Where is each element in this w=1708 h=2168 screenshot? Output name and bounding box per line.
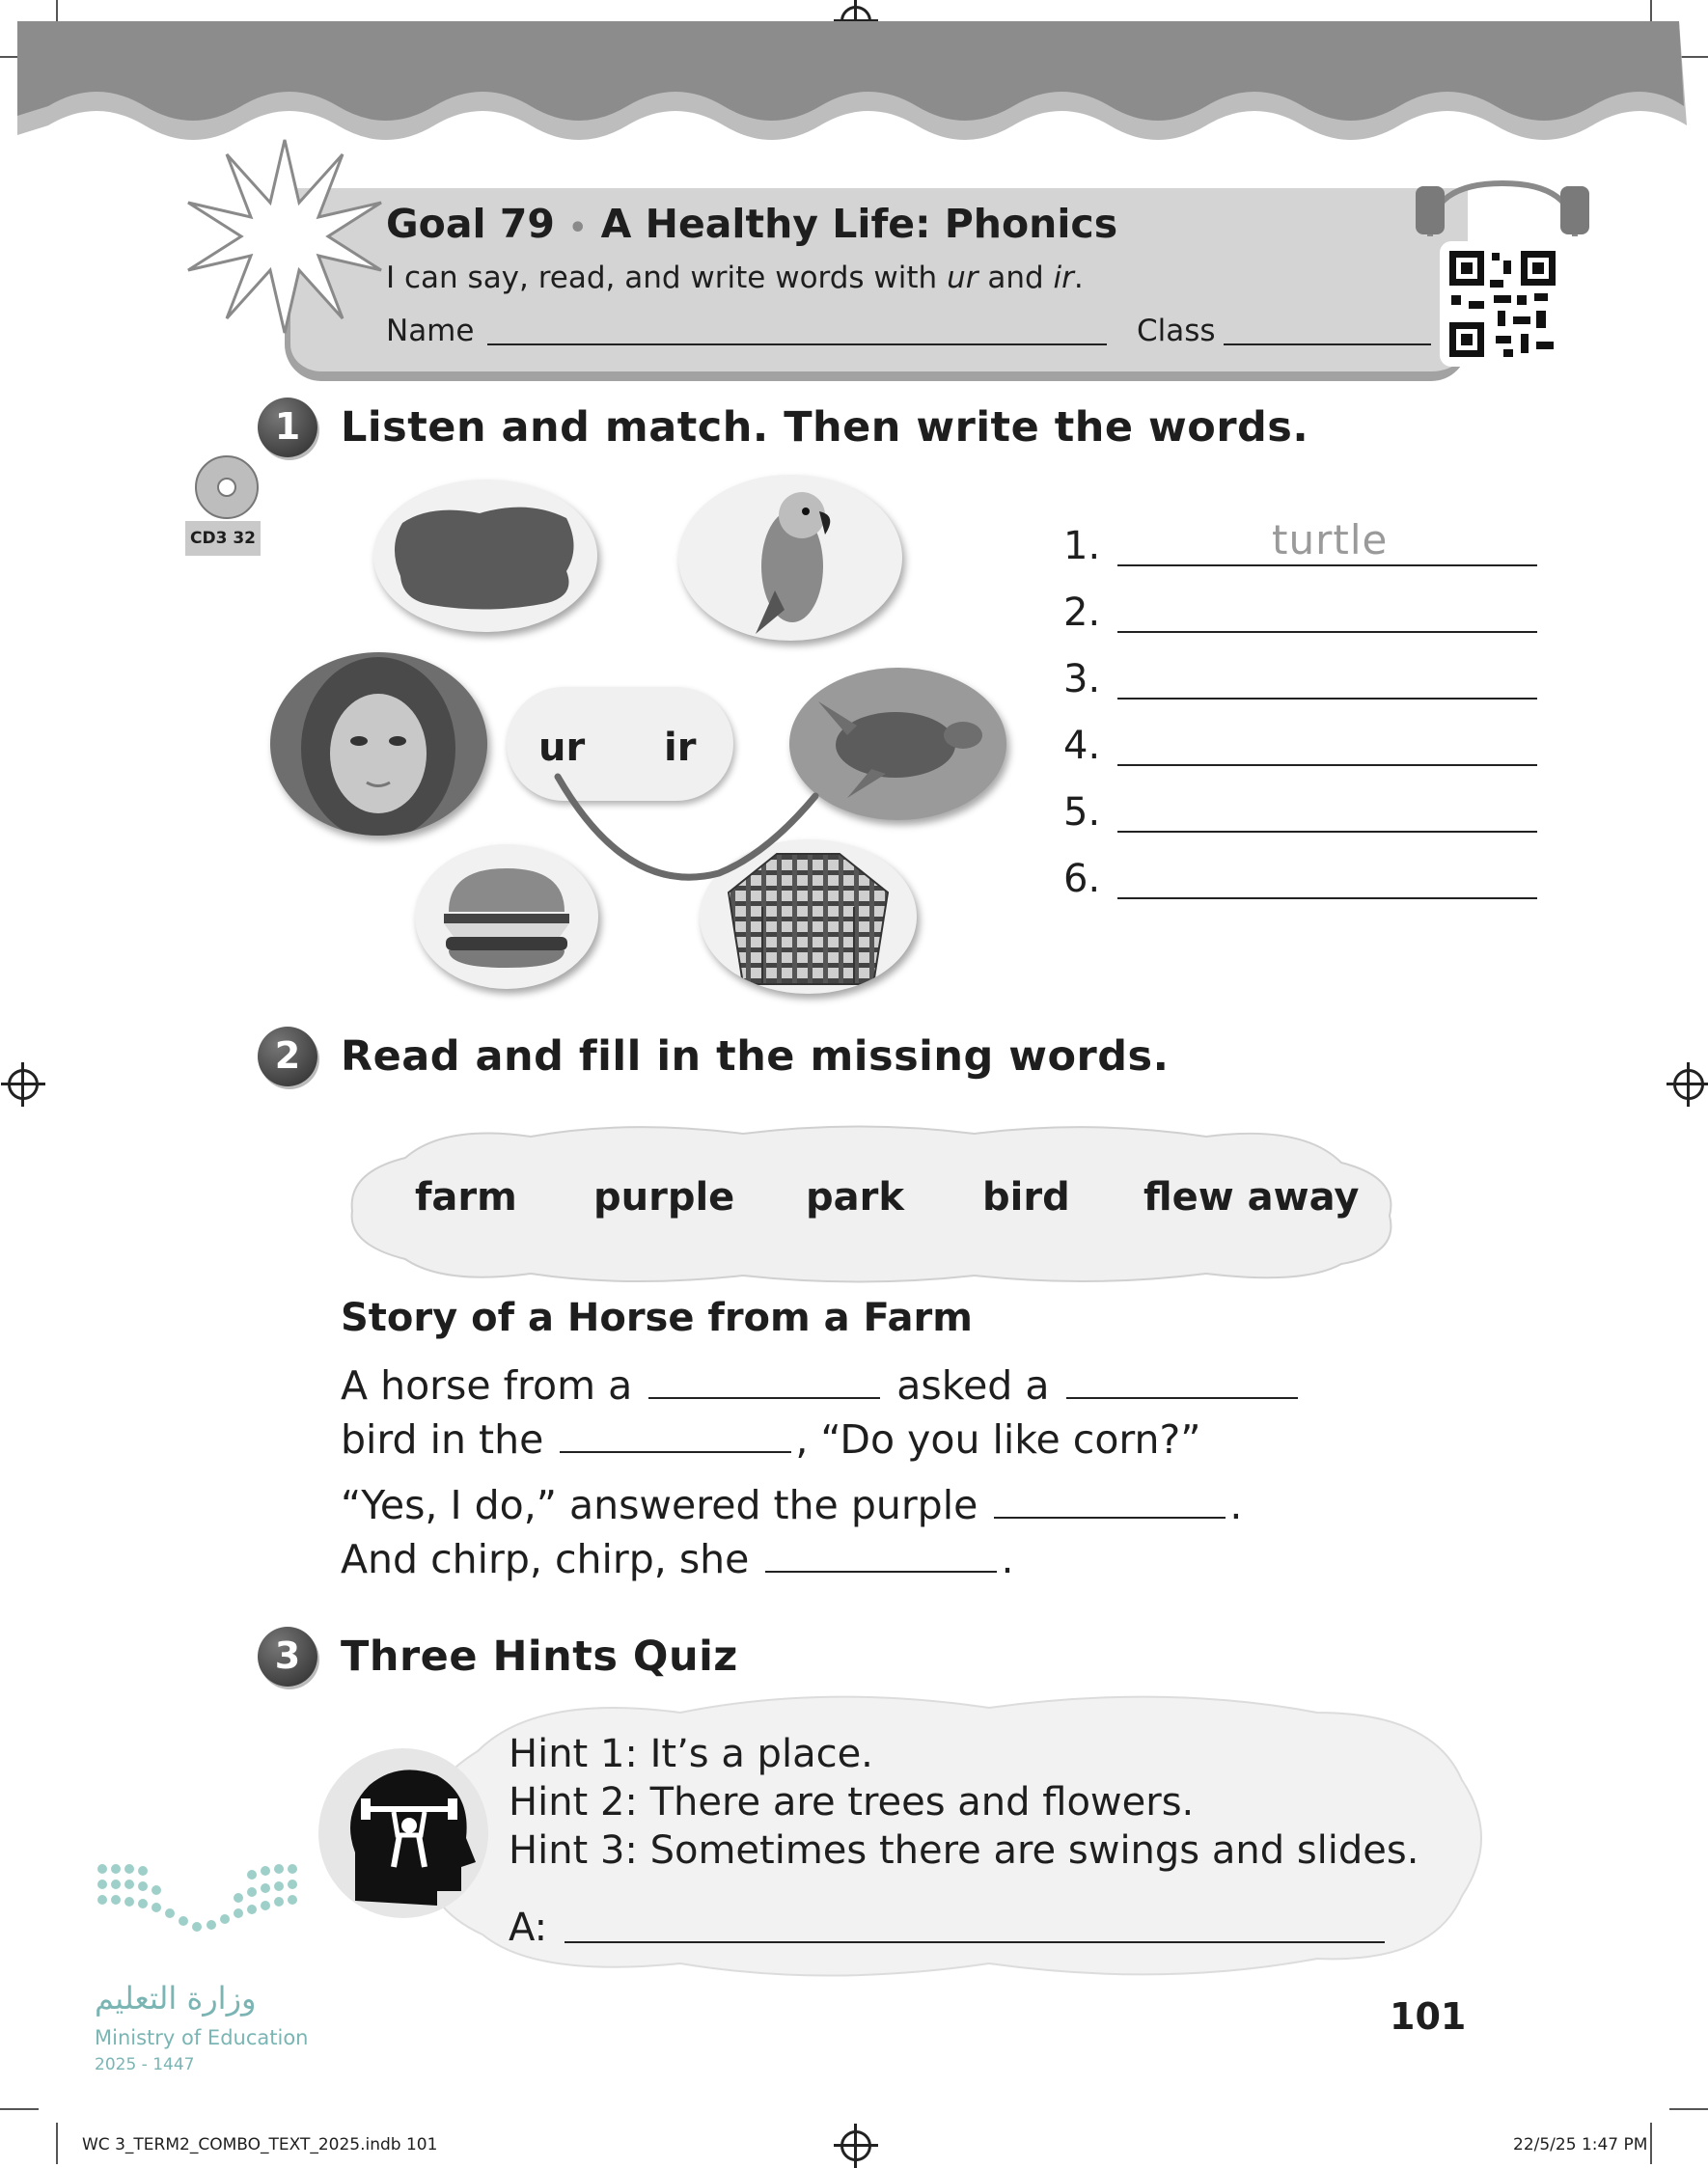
quiz-answer-field[interactable] [565,1941,1385,1943]
section-3-title: Three Hints Quiz [341,1633,738,1681]
hint-2: Hint 2: There are trees and flowers. [509,1780,1195,1825]
sound-ir-label: ir [664,726,697,770]
crop-mark [1669,2108,1708,2110]
class-label: Class [1137,314,1216,348]
blank-3[interactable] [560,1451,791,1453]
name-label: Name [386,314,475,348]
footer-file-info: WC 3_TERM2_COMBO_TEXT_2025.indb 101 [82,2135,438,2154]
answer-line-2[interactable] [1117,631,1537,633]
word-bank-item: bird [982,1175,1070,1220]
registration-mark-icon [1673,1069,1704,1100]
word-bank-item: farm [415,1175,517,1220]
wavy-header-banner [0,0,1708,145]
footer-timestamp: 22/5/25 1:47 PM [1513,2135,1648,2154]
answer-number: 1. [1063,524,1101,568]
section-2-badge: 2 [258,1027,317,1086]
hint-3: Hint 3: Sometimes there are swings and slides. [509,1828,1419,1873]
answer-label: A: [509,1906,548,1950]
story-line-3: “Yes, I do,” answered the purple . [341,1482,1243,1528]
section-2-title: Read and fill in the missing words. [341,1032,1170,1081]
blank-1[interactable] [648,1397,880,1399]
answer-number: 3. [1063,657,1101,701]
hint-1: Hint 1: It’s a place. [509,1732,873,1776]
crop-mark [1650,2123,1652,2164]
class-field[interactable] [1224,343,1431,345]
picture-bird [678,475,902,641]
goal-title: Goal 79 • A Healthy Life: Phonics [386,201,1118,247]
story-line-2: bird in the , “Do you like corn?” [341,1416,1201,1463]
answer-number: 5. [1063,790,1101,835]
section-3-badge: 3 [258,1627,317,1687]
ministry-logo-dots-icon [95,1857,307,1963]
story-line-1: A horse from a asked a [341,1362,1302,1409]
registration-mark-icon [840,2130,871,2161]
answer-number: 4. [1063,724,1101,768]
ministry-year: 2025 - 1447 [95,2055,195,2074]
goal-objective: I can say, read, and write words with ur and ir. [386,261,1084,295]
answer-line-6[interactable] [1117,897,1537,899]
page-number: 101 [1390,1995,1467,2038]
picture-dirt [373,480,597,632]
answer-line-3[interactable] [1117,698,1537,700]
cd-track-label: CD3 32 [185,521,261,556]
parrot-icon [678,475,902,641]
crop-mark [0,2108,39,2110]
blank-2[interactable] [1066,1397,1298,1399]
ministry-name-arabic: وزارة التعليم [95,1980,257,2017]
match-line-example [540,762,830,888]
answer-number: 6. [1063,857,1101,901]
qr-code-icon[interactable] [1440,241,1565,367]
registration-mark-icon [8,1069,39,1100]
cd-icon [193,453,261,521]
crop-mark [56,2123,58,2164]
ministry-name-english: Ministry of Education [95,2026,309,2049]
story-line-4: And chirp, chirp, she . [341,1536,1014,1582]
story-title: Story of a Horse from a Farm [341,1296,973,1340]
answer-number: 2. [1063,590,1101,635]
dirt-icon [373,480,597,632]
word-bank-item: flew away [1143,1175,1360,1220]
blank-4[interactable] [994,1517,1226,1519]
answer-line-5[interactable] [1117,831,1537,833]
girl-face-icon [270,652,487,836]
answer-line-4[interactable] [1117,764,1537,766]
word-bank-item: park [806,1175,904,1220]
answer-line-1[interactable] [1117,564,1537,566]
section-1-title: Listen and match. Then write the words. [341,403,1309,452]
section-1-badge: 1 [258,398,317,457]
starburst-icon [183,135,386,338]
blank-5[interactable] [765,1571,997,1573]
brain-exercise-icon [317,1746,490,1920]
name-field[interactable] [487,343,1107,345]
picture-girl [270,652,487,836]
sound-ur-label: ur [538,726,586,770]
word-bank-item: purple [593,1175,735,1220]
answer-example-text: turtle [1272,516,1389,563]
